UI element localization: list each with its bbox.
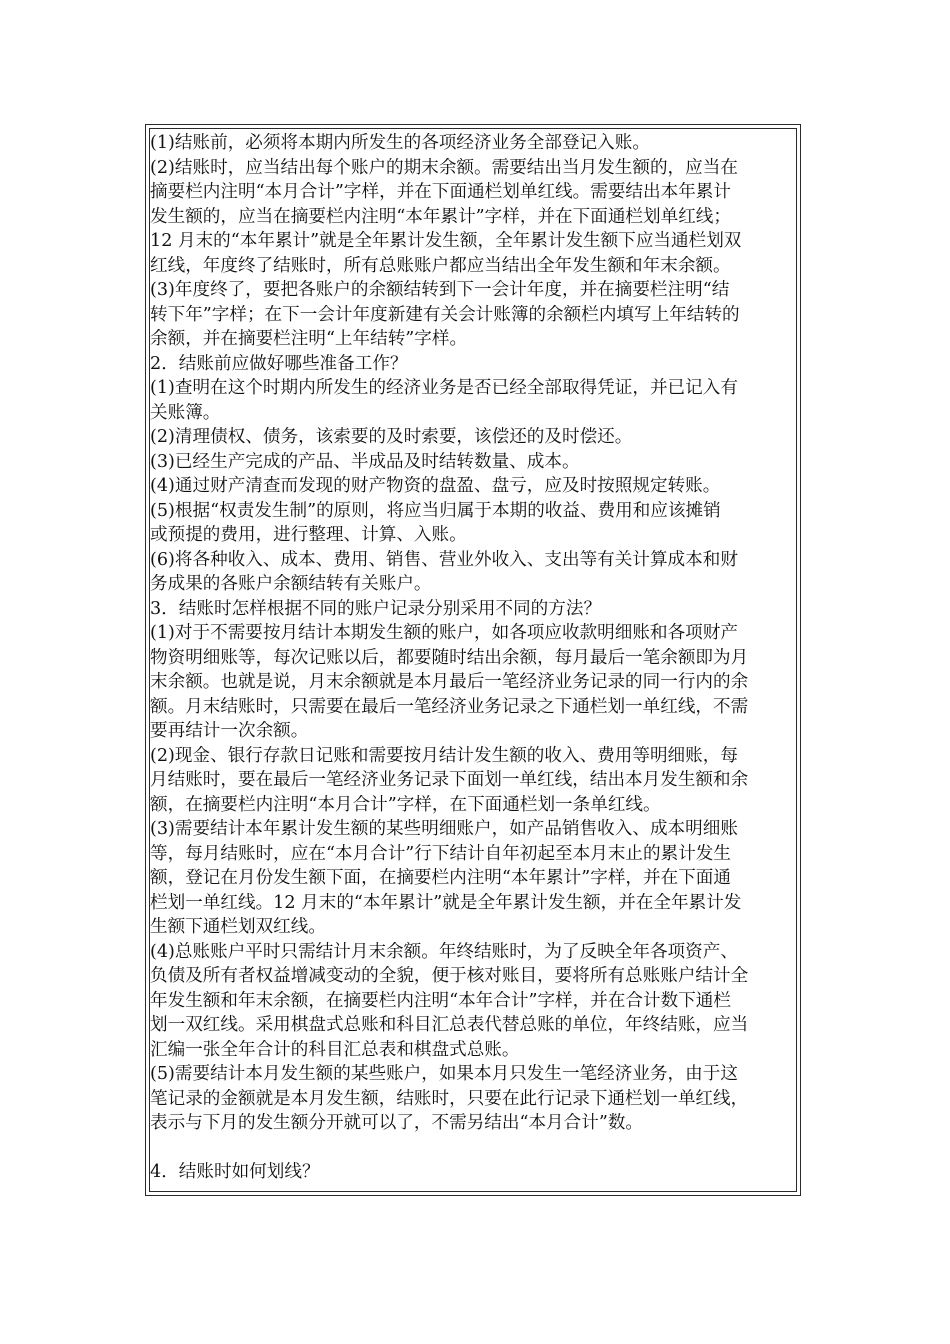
text-line: 划一双红线。采用棋盘式总账和科目汇总表代替总账的单位，年终结账，应当 bbox=[150, 1015, 749, 1035]
text-line: 余额，并在摘要栏注明“上年结转”字样。 bbox=[150, 329, 468, 349]
text-line: 物资明细账等，每次记账以后，都要随时结出余额，每月最后一笔余额即为月 bbox=[150, 647, 749, 668]
document-body bbox=[149, 128, 797, 1192]
text-line: (2)清理债权、债务，该索要的及时索要，该偿还的及时偿还。 bbox=[150, 427, 633, 447]
text-line: (3)需要结计本年累计发生额的某些明细账户，如产品销售收入、成本明细账 bbox=[150, 819, 738, 839]
text-line: 负债及所有者权益增减变动的全貌，便于核对账目，要将所有总账账户结计全 bbox=[150, 966, 749, 986]
text-line: 发生额的，应当在摘要栏内注明“本年累计”字样，并在下面通栏划单红线； bbox=[150, 206, 731, 227]
section-heading: 2．结账前应做好哪些准备工作？ bbox=[150, 353, 408, 374]
text-line: 汇编一张全年合计的科目汇总表和棋盘式总账。 bbox=[150, 1039, 520, 1060]
text-line: 转下年”字样；在下一会计年度新建有关会计账簿的余额栏内填写上年结转的 bbox=[150, 304, 740, 325]
text-line: (6)将各种收入、成本、费用、销售、营业外收入、支出等有关计算成本和财 bbox=[150, 549, 738, 570]
text-line: 栏划一单红线。12 月末的“本年累计”就是全年累计发生额，并在全年累计发 bbox=[150, 892, 742, 913]
text-line: (2)结账时，应当结出每个账户的期末余额。需要结出当月发生额的，应当在 bbox=[150, 157, 738, 178]
text-line: (1)查明在这个时期内所发生的经济业务是否已经全部取得凭证，并已记入有 bbox=[150, 378, 738, 398]
text-line: 额，在摘要栏内注明“本月合计”字样，在下面通栏划一条单红线。 bbox=[150, 794, 661, 815]
text-line: (5)根据“权责发生制”的原则，将应当归属于本期的收益、费用和应该摊销 bbox=[150, 500, 721, 521]
text-line: (3)年度终了，要把各账户的余额结转到下一会计年度，并在摘要栏注明“结 bbox=[150, 280, 730, 300]
text-line: 表示与下月的发生额分开就可以了，不需另结出“本月合计”数。 bbox=[150, 1113, 644, 1133]
text-line: 红线，年度终了结账时，所有总账账户都应当结出全年发生额和年末余额。 bbox=[150, 255, 731, 276]
document-frame bbox=[145, 124, 801, 1196]
text-line: 等，每月结账时，应在“本月合计”行下结计自年初起至本月末止的累计发生 bbox=[150, 843, 731, 864]
text-line: 月结账时，要在最后一笔经济业务记录下面划一单红线，结出本月发生额和余 bbox=[150, 770, 749, 790]
text-line: (4)总账账户平时只需结计月末余额。年终结账时，为了反映全年各项资产、 bbox=[150, 941, 738, 962]
text-line: (2)现金、银行存款日记账和需要按月结计发生额的收入、费用等明细账，每 bbox=[150, 745, 738, 766]
text-line: 12 月末的“本年累计”就是全年累计发生额，全年累计发生额下应当通栏划双 bbox=[150, 231, 742, 251]
text-line: 末余额。也就是说，月末余额就是本月最后一笔经济业务记录的同一行内的余 bbox=[150, 672, 749, 692]
text-line: 要再结计一次余额。 bbox=[150, 721, 309, 741]
text-line: (4)通过财产清查而发现的财产物资的盘盈、盘亏，应及时按照规定转账。 bbox=[150, 476, 721, 496]
text-line: 摘要栏内注明“本月合计”字样，并在下面通栏划单红线。需要结出本年累计 bbox=[150, 182, 731, 202]
text-line: (1)结账前，必须将本期内所发生的各项经济业务全部登记入账。 bbox=[150, 133, 650, 153]
section-heading: 3．结账时怎样根据不同的账户记录分别采用不同的方法？ bbox=[150, 598, 602, 619]
text-line: (1)对于不需要按月结计本期发生额的账户，如各项应收款明细账和各项财产 bbox=[150, 623, 738, 643]
text-line: 笔记录的金额就是本月发生额，结账时，只要在此行记录下通栏划一单红线， bbox=[150, 1088, 749, 1109]
text-line: (5)需要结计本月发生额的某些账户，如果本月只发生一笔经济业务，由于这 bbox=[150, 1064, 738, 1084]
text-line: (3)已经生产完成的产品、半成品及时结转数量、成本。 bbox=[150, 451, 580, 472]
text-line: 年发生额和年末余额，在摘要栏内注明“本年合计”字样，并在合计数下通栏 bbox=[150, 990, 731, 1011]
text-line: 关账簿。 bbox=[150, 402, 221, 423]
section-heading: 4．结账时如何划线？ bbox=[150, 1162, 320, 1182]
text-line: 生额下通栏划双红线。 bbox=[150, 917, 326, 937]
text-line: 额，登记在月份发生额下面，在摘要栏内注明“本年累计”字样，并在下面通 bbox=[150, 868, 731, 888]
text-line: 额。月末结账时，只需要在最后一笔经济业务记录之下通栏划一单红线，不需 bbox=[150, 696, 749, 717]
text-line: 或预提的费用，进行整理、计算、入账。 bbox=[150, 525, 467, 545]
blank-line bbox=[150, 1136, 795, 1161]
text-line: 务成果的各账户余额结转有关账户。 bbox=[150, 574, 432, 594]
